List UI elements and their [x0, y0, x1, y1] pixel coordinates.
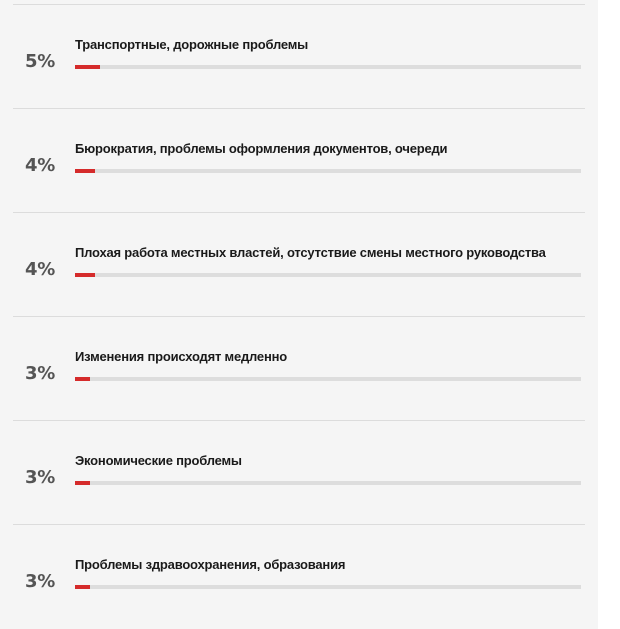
- bar-track: [75, 273, 581, 277]
- row-divider: [13, 420, 585, 421]
- percentage-label: 4%: [25, 259, 55, 280]
- result-row: [0, 108, 598, 212]
- category-label: Экономические проблемы: [75, 453, 242, 468]
- row-divider: [13, 212, 585, 213]
- row-divider: [13, 108, 585, 109]
- result-row: [0, 420, 598, 524]
- percentage-label: 3%: [25, 467, 55, 488]
- row-divider: [13, 316, 585, 317]
- row-divider: [13, 524, 585, 525]
- bar-fill: [75, 585, 90, 589]
- bar-track: [75, 377, 581, 381]
- bar-track: [75, 65, 581, 69]
- bar-track: [75, 481, 581, 485]
- category-label: Изменения происходят медленно: [75, 349, 287, 364]
- category-label: Проблемы здравоохранения, образования: [75, 557, 346, 572]
- percentage-label: 3%: [25, 363, 55, 384]
- result-row: [0, 524, 598, 628]
- bar-fill: [75, 65, 100, 69]
- category-label: Бюрократия, проблемы оформления документов, очереди: [75, 141, 448, 156]
- category-label: Плохая работа местных властей, отсутствие смены местного руководства: [75, 245, 546, 260]
- bar-fill: [75, 377, 90, 381]
- percentage-label: 3%: [25, 571, 55, 592]
- bar-track: [75, 585, 581, 589]
- category-label: Транспортные, дорожные проблемы: [75, 37, 309, 52]
- bar-fill: [75, 273, 95, 277]
- row-divider: [13, 4, 585, 5]
- percentage-label: 5%: [25, 51, 55, 72]
- bar-fill: [75, 169, 95, 173]
- result-row: [0, 4, 598, 108]
- result-row: [0, 212, 598, 316]
- bar-fill: [75, 481, 90, 485]
- bar-track: [75, 169, 581, 173]
- percentage-label: 4%: [25, 155, 55, 176]
- result-row: [0, 316, 598, 420]
